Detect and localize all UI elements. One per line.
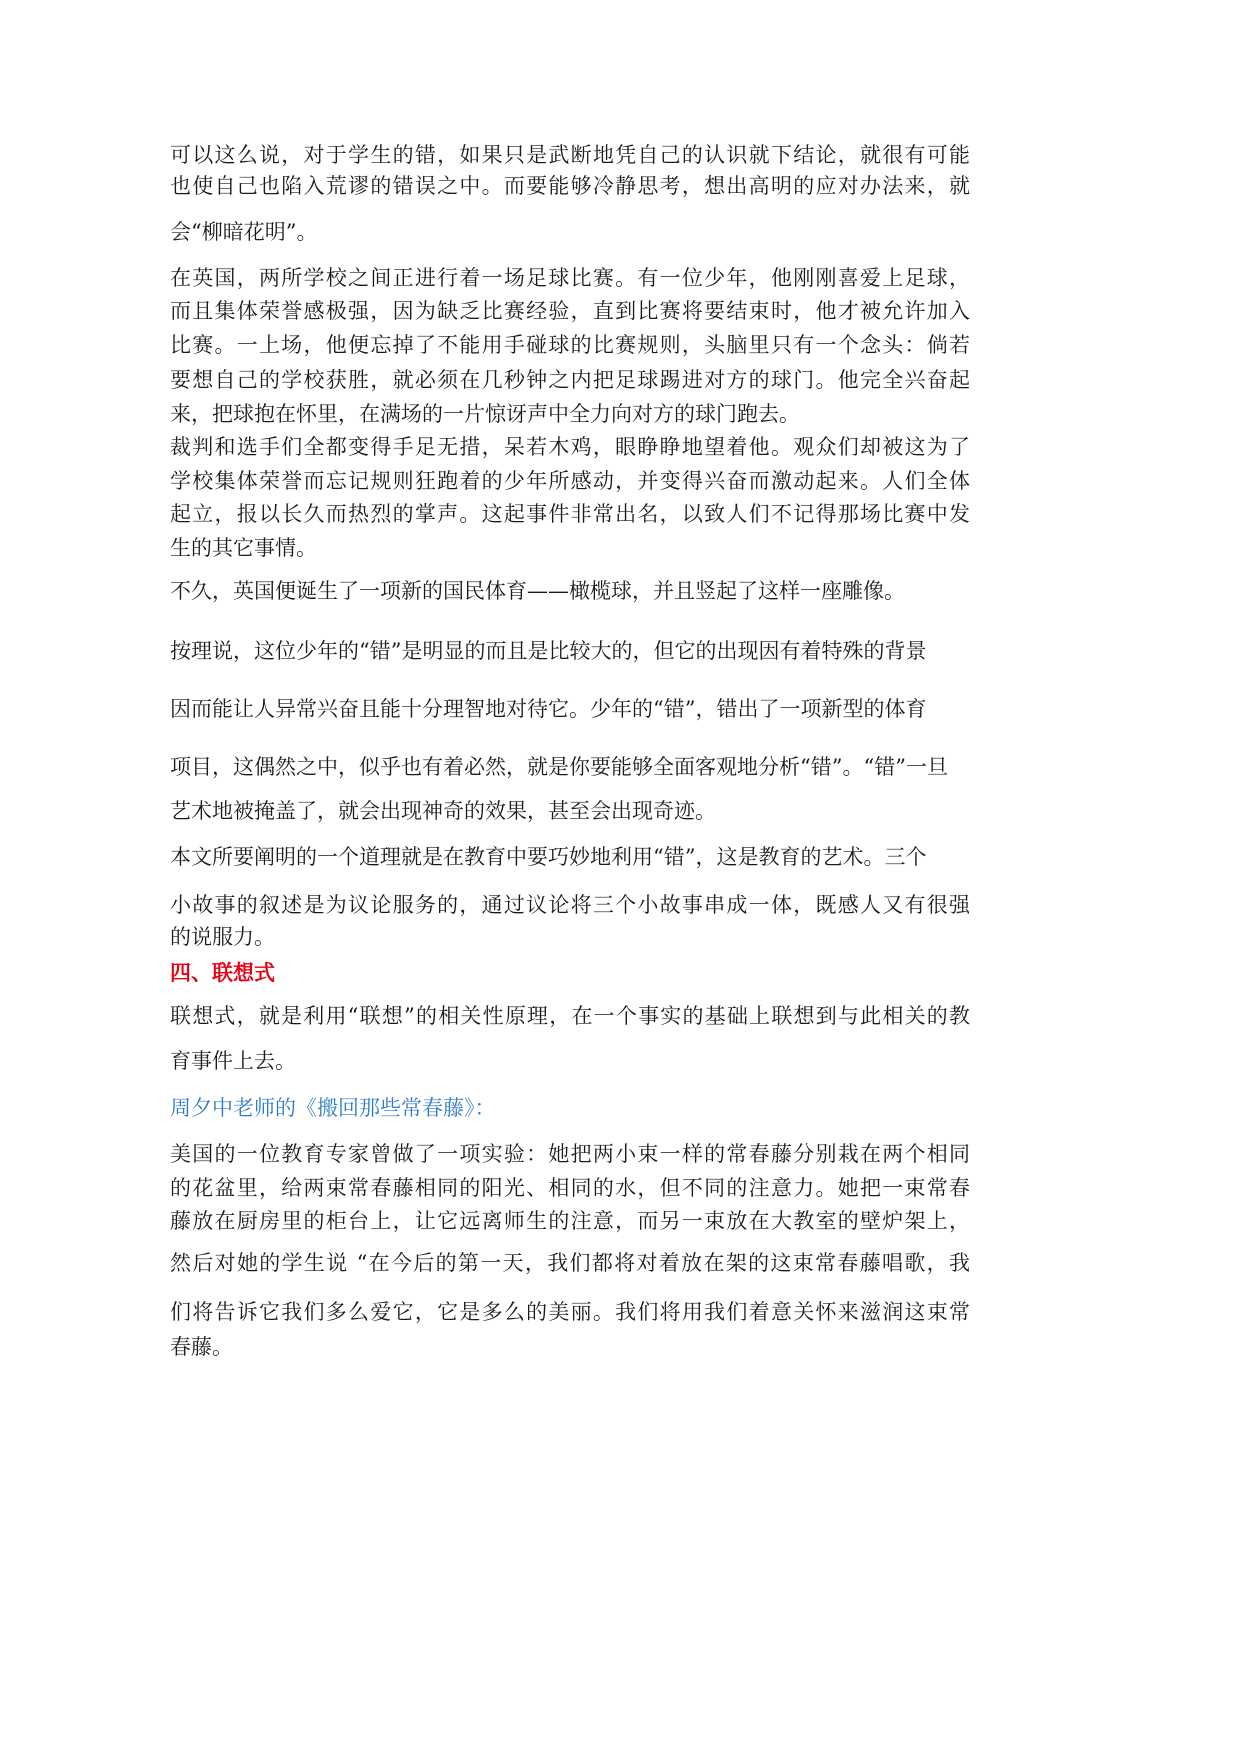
paragraph-line: 艺术地被掩盖了，就会出现神奇的效果，甚至会出现奇迹。	[170, 799, 716, 823]
paragraph-line: 也使自己也陷入荒谬的错误之中。而要能够冷静思考，想出高明的应对办法来，就	[170, 174, 970, 198]
paragraph-line: 本文所要阐明的一个道理就是在教育中要巧妙地利用“错”，这是教育的艺术。三个	[170, 845, 927, 869]
article-subheading: 周夕中老师的《搬回那些常春藤》：	[170, 1096, 496, 1120]
paragraph-line: 育事件上去。	[170, 1049, 296, 1073]
paragraph-line: 起立，报以长久而热烈的掌声。这起事件非常出名，以致人们不记得那场比赛中发	[170, 502, 970, 526]
paragraph-line: 要想自己的学校获胜，就必须在几秒钟之内把足球踢进对方的球门。他完全兴奋起	[170, 368, 970, 392]
section-heading: 四、联想式	[170, 960, 275, 985]
paragraph-line: 春藤。	[170, 1335, 233, 1359]
paragraph-line: 不久，英国便诞生了一项新的国民体育——橄榄球，并且竖起了这样一座雕像。	[170, 579, 905, 603]
paragraph-line: 的花盆里，给两束常春藤相同的阳光、相同的水，但不同的注意力。她把一束常春	[170, 1176, 970, 1200]
paragraph-line: 联想式，就是利用“联想”的相关性原理，在一个事实的基础上联想到与此相关的教	[170, 1004, 970, 1028]
paragraph-line: 的说服力。	[170, 925, 275, 949]
paragraph-line: 们将告诉它我们多么爱它，它是多么的美丽。我们将用我们着意关怀来滋润这束常	[170, 1300, 970, 1324]
paragraph-line: 会“柳暗花明”。	[170, 220, 318, 244]
paragraph-line: 裁判和选手们全都变得手足无措，呆若木鸡，眼睁睁地望着他。观众们却被这为了	[170, 435, 970, 459]
paragraph-line: 按理说，这位少年的“错”是明显的而且是比较大的，但它的出现因有着特殊的背景	[170, 639, 927, 663]
paragraph-line: 学校集体荣誉而忘记规则狂跑着的少年所感动，并变得兴奋而激动起来。人们全体	[170, 469, 970, 493]
paragraph-line: 然后对她的学生说 “在今后的第一天，我们都将对着放在架的这束常春藤唱歌，我	[170, 1251, 970, 1275]
paragraph-line: 项目，这偶然之中，似乎也有着必然，就是你要能够全面客观地分析“错”。“错”一旦	[170, 755, 948, 779]
paragraph-line: 比赛。一上场，他便忘掉了不能用手碰球的比赛规则，头脑里只有一个念头：倘若	[170, 333, 970, 357]
paragraph-line: 在英国，两所学校之间正进行着一场足球比赛。有一位少年，他刚刚喜爱上足球，	[170, 266, 970, 290]
paragraph-line: 来，把球抱在怀里，在满场的一片惊讶声中全力向对方的球门跑去。	[170, 402, 800, 426]
paragraph-line: 美国的一位教育专家曾做了一项实验：她把两小束一样的常春藤分别栽在两个相同	[170, 1142, 970, 1166]
paragraph-line: 藤放在厨房里的柜台上，让它远离师生的注意，而另一束放在大教室的壁炉架上，	[170, 1209, 970, 1233]
paragraph-line: 因而能让人异常兴奋且能十分理智地对待它。少年的“错”，错出了一项新型的体育	[170, 697, 927, 721]
paragraph-line: 生的其它事情。	[170, 536, 317, 560]
paragraph-line: 可以这么说，对于学生的错，如果只是武断地凭自己的认识就下结论，就很有可能	[170, 143, 970, 167]
paragraph-line: 而且集体荣誉感极强，因为缺乏比赛经验，直到比赛将要结束时，他才被允许加入	[170, 299, 970, 323]
paragraph-line: 小故事的叙述是为议论服务的，通过议论将三个小故事串成一体，既感人又有很强	[170, 893, 970, 917]
